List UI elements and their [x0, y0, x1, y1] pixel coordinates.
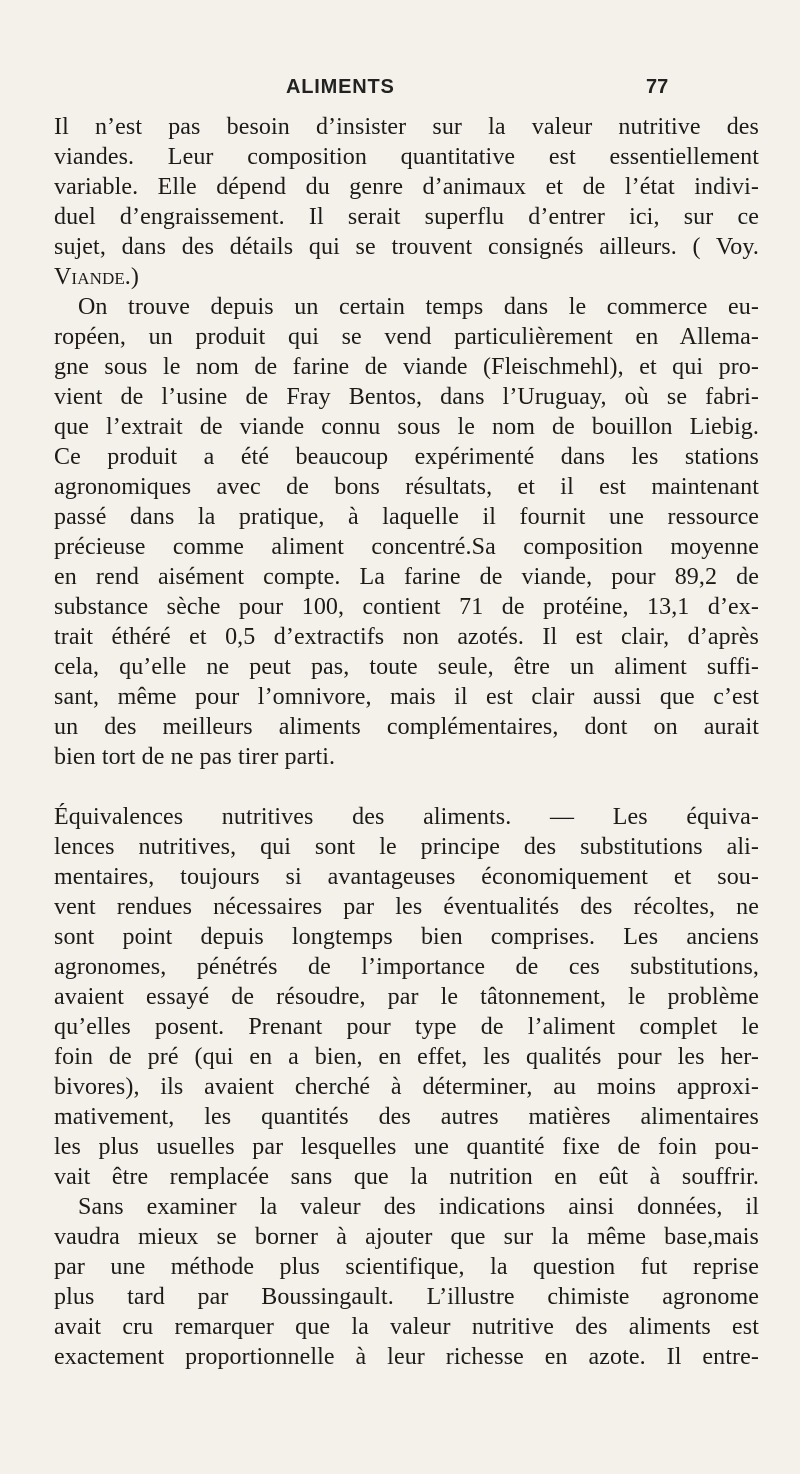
text-line: par une méthode plus scientifique, la question fut reprise: [54, 1254, 759, 1280]
text-line: foin de pré (qui en a bien, en effet, les qualités pour les her-: [54, 1044, 759, 1070]
text-line: duel d’engraissement. Il serait superflu d’entrer ici, sur ce: [54, 204, 759, 230]
text-line: variable. Elle dépend du genre d’animaux et de l’état indivi-: [54, 174, 759, 200]
text-line: passé dans la pratique, à laquelle il fournit une ressource: [54, 504, 759, 530]
text-line: un des meilleurs aliments complémentaires, dont on aurait: [54, 714, 759, 740]
text-line: Sans examiner la valeur des indications ainsi données, il: [78, 1194, 759, 1220]
text-line: trait éthéré et 0,5 d’extractifs non azotés. Il est clair, d’après: [54, 624, 759, 650]
text-line: vient de l’usine de Fray Bentos, dans l’Uruguay, où se fabri-: [54, 384, 759, 410]
text-line: viandes. Leur composition quantitative est essentiellement: [54, 144, 759, 170]
text-line: ropéen, un produit qui se vend particulièrement en Allema-: [54, 324, 759, 350]
text-line: cela, qu’elle ne peut pas, toute seule, être un aliment suffi-: [54, 654, 759, 680]
text-line: vaudra mieux se borner à ajouter que sur la même base,mais: [54, 1224, 759, 1250]
text-line: Viande.): [54, 264, 140, 290]
text-line: agronomes, pénétrés de l’importance de ces substitutions,: [54, 954, 759, 980]
running-title: ALIMENTS: [286, 76, 395, 98]
page-number: 77: [646, 76, 669, 98]
text-line: On trouve depuis un certain temps dans le commerce eu-: [78, 294, 759, 320]
text-line: gne sous le nom de farine de viande (Fleischmehl), et qui pro-: [54, 354, 759, 380]
text-line: que l’extrait de viande connu sous le nom de bouillon Liebig.: [54, 414, 759, 440]
text-line: plus tard par Boussingault. L’illustre chimiste agronome: [54, 1284, 759, 1310]
body-text: [54, 112, 759, 1372]
text-line: lences nutritives, qui sont le principe des substitutions ali-: [54, 834, 759, 860]
text-line: sont point depuis longtemps bien comprises. Les anciens: [54, 924, 759, 950]
text-line: agronomiques avec de bons résultats, et il est maintenant: [54, 474, 759, 500]
text-line: exactement proportionnelle à leur richesse en azote. Il entre-: [54, 1344, 759, 1370]
text-line: avait cru remarquer que la valeur nutritive des aliments est: [54, 1314, 759, 1340]
running-head: [0, 76, 800, 106]
text-line: mentaires, toujours si avantageuses économiquement et sou-: [54, 864, 759, 890]
text-line: vait être remplacée sans que la nutrition en eût à souffrir.: [54, 1164, 759, 1190]
section-heading-line: Équivalences nutritives des aliments. — Les équiva-: [54, 804, 759, 830]
text-line: avaient essayé de résoudre, par le tâtonnement, le problème: [54, 984, 759, 1010]
text-line: mativement, les quantités des autres matières alimentaires: [54, 1104, 759, 1130]
text-line: Ce produit a été beaucoup expérimenté dans les stations: [54, 444, 759, 470]
text-line: bien tort de ne pas tirer parti.: [54, 744, 336, 770]
text-line: qu’elles posent. Prenant pour type de l’aliment complet le: [54, 1014, 759, 1040]
text-line: substance sèche pour 100, contient 71 de protéine, 13,1 d’ex-: [54, 594, 759, 620]
text-line: Il n’est pas besoin d’insister sur la valeur nutritive des: [54, 114, 759, 140]
text-line: vent rendues nécessaires par les éventualités des récoltes, ne: [54, 894, 759, 920]
text-line: sant, même pour l’omnivore, mais il est clair aussi que c’est: [54, 684, 759, 710]
paragraph-gap: [54, 772, 759, 802]
text-line: les plus usuelles par lesquelles une quantité fixe de foin pou-: [54, 1134, 759, 1160]
text-line: sujet, dans des détails qui se trouvent consignés ailleurs. ( Voy.: [54, 234, 759, 260]
text-line: en rend aisément compte. La farine de viande, pour 89,2 de: [54, 564, 759, 590]
text-line: bivores), ils avaient cherché à déterminer, au moins approxi-: [54, 1074, 759, 1100]
text-line: précieuse comme aliment concentré.Sa composition moyenne: [54, 534, 759, 560]
